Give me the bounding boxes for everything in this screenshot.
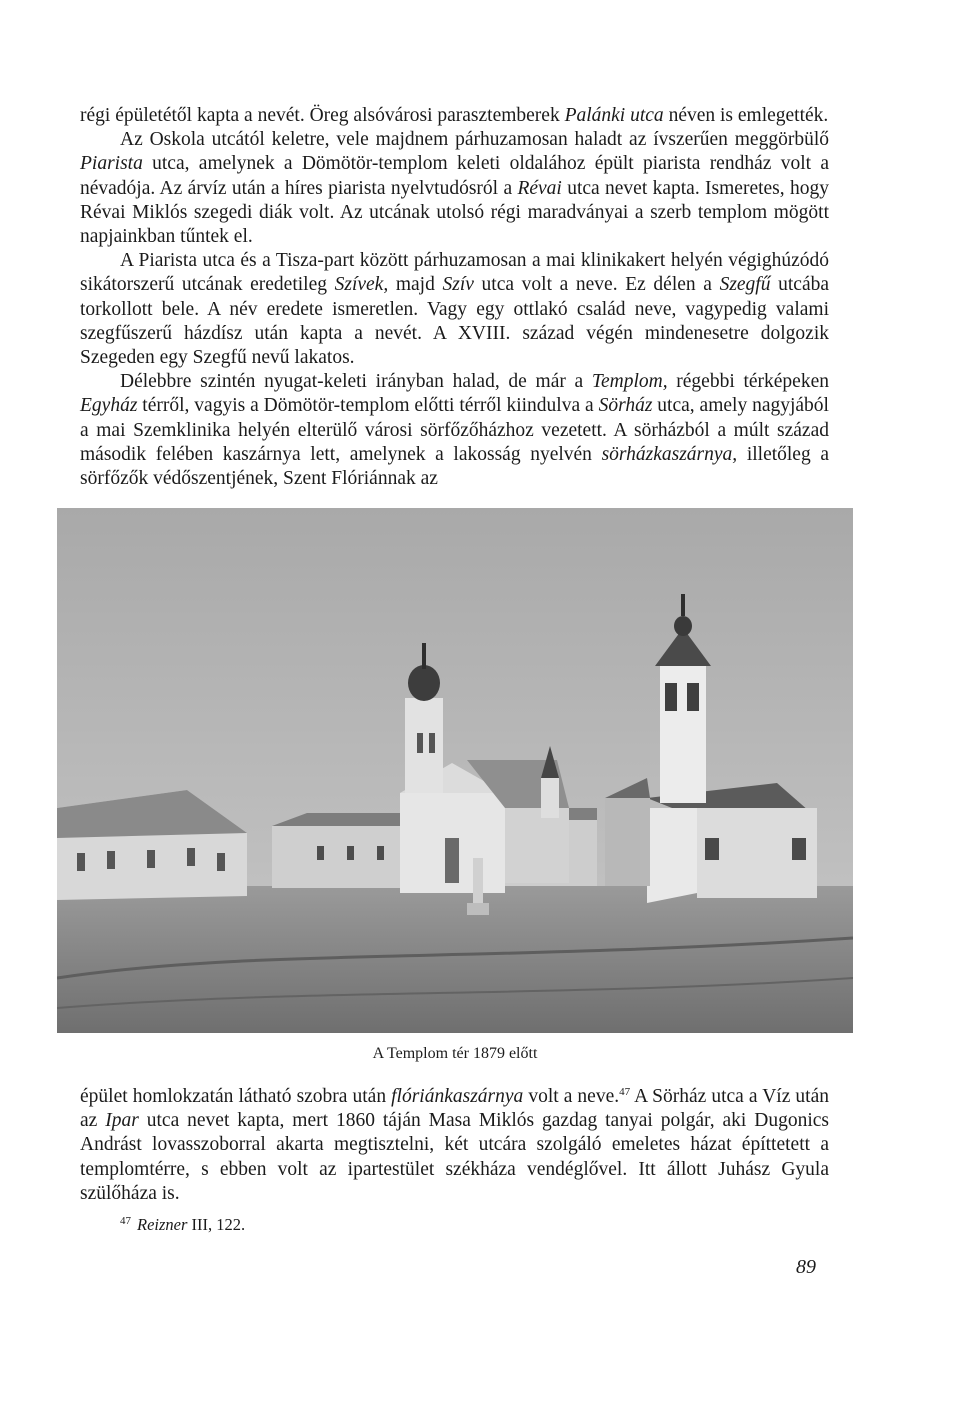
text-run: térről, vagyis a Dömötör-templom előtti térről kiindulva a (137, 395, 599, 417)
footnote-author: Reizner (137, 1215, 188, 1234)
footnote-reference: III, 122. (191, 1215, 246, 1234)
footnote-marker: 47 (619, 1086, 631, 1098)
italic-text: Templom, (591, 371, 668, 393)
italic-text: sörházkaszárnya, (601, 443, 738, 465)
text-run: régebbi térképeken (667, 371, 829, 393)
italic-text: Szív (442, 274, 474, 296)
text-run: illetőleg a sörfőzők védőszentjének, Szent Flóriánnak az (80, 443, 829, 490)
paragraph (80, 1085, 829, 1206)
text-run: majd (388, 274, 443, 296)
text-run: épület homlokzatán látható szobra után (80, 1086, 392, 1107)
photo-caption: A Templom tér 1879 előtt (372, 1045, 538, 1062)
footnote (120, 1215, 245, 1235)
text-run: Az Oskola utcától keletre, vele majdnem párhuzamosan haladt az ívszerűen meggörbülő (120, 129, 829, 151)
body-text-bottom (80, 1085, 829, 1206)
text-run: utca, amelynek a Dömötör-templom keleti oldalához épült piarista rendház volt a névadója. Az árvíz után a híres piarista nyelvtudósról a (80, 153, 829, 199)
italic-text: Szívek, (334, 274, 389, 296)
paragraph (80, 128, 829, 249)
italic-text: Sörház (598, 395, 653, 417)
text-run: volt a neve. (523, 1086, 620, 1107)
italic-text: Ipar (105, 1110, 139, 1132)
italic-text: flóriánkaszárnya (391, 1086, 524, 1107)
text-run: utcába torkollott bele. A név eredete ismeretlen. Vagy egy ottlakó család neve, vagypedig valami szegfűszerű házdísz után kapta a nevét. A XVIII. század végén mindenesetre dolgozik Szegeden egy Szegfű nevű lakatos. (80, 274, 829, 369)
italic-text: Palánki utca (564, 105, 664, 126)
italic-text: Egyház (80, 395, 138, 417)
text-run: utca nevet kapta. Ismeretes, hogy Révai Miklós szegedi diák volt. Az utcának utolsó régi maradványai a szerb templom mögött napjainkban tűntek el. (80, 177, 829, 248)
text-run: néven is emlegették. (663, 105, 829, 126)
paragraph (80, 249, 829, 370)
text-run: A Piarista utca és a Tisza-part között párhuzamosan a mai klinikakert helyén végighúzódó sikátorszerű utcának eredetileg (80, 250, 829, 296)
text-run: utca volt a neve. Ez délen a (473, 274, 720, 296)
text-run: A Sörház utca a Víz után az (80, 1086, 829, 1132)
body-text-top (80, 104, 829, 491)
italic-text: Szegfű (719, 274, 771, 296)
paragraph (80, 104, 829, 128)
footnote-number: 47 (120, 1215, 131, 1227)
italic-text: Piarista (80, 153, 143, 175)
italic-text: Révai (517, 177, 562, 199)
text-run: utca nevet kapta, mert 1860 táján Masa Miklós gazdag tanyai polgár, aki Dugonics Andrást lovasszoborral akarta megtisztelni, két utcára szolgáló emeletes házat építtetett a templomtérre, s ebben volt az ipartestület székháza vendéglővel. Itt állott Juhász Gyula szülőháza is. (80, 1110, 830, 1204)
page-number: 89 (796, 1256, 816, 1278)
text-run: régi épületétől kapta a nevét. Öreg alsóvárosi parasztemberek (80, 105, 565, 126)
text-run: utca, amely nagyjából a mai Szemklinika helyén elterülő városi sörfőzőházhoz vezetett. A sörházból a múlt század második felében kaszárnya lett, amelynek a lakosság nyelvén (80, 395, 829, 465)
paragraph (80, 370, 829, 491)
historical-photo (57, 508, 853, 1033)
text-run: Délebbre szintén nyugat-keleti irányban halad, de már a (120, 371, 592, 393)
